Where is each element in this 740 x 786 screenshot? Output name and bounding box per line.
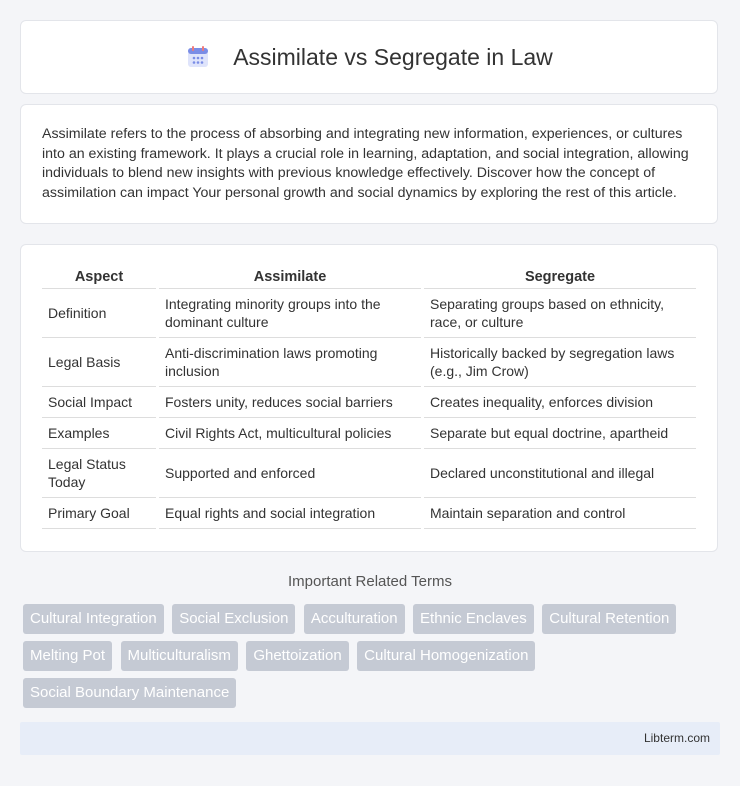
table-cell: Historically backed by segregation laws (e.g., Jim Crow) [424, 338, 696, 387]
table-cell: Declared unconstitutional and illegal [424, 449, 696, 498]
table-cell: Definition [42, 289, 156, 338]
table-row [42, 498, 696, 529]
tag-acculturation[interactable]: Acculturation [304, 604, 405, 634]
table-cell: Legal Basis [42, 338, 156, 387]
table-row [42, 418, 696, 449]
header-aspect: Aspect [42, 265, 156, 289]
table-cell: Supported and enforced [159, 449, 421, 498]
table-cell: Separate but equal doctrine, apartheid [424, 418, 696, 449]
table-cell: Equal rights and social integration [159, 498, 421, 529]
related-terms-title: Important Related Terms [288, 573, 452, 590]
tag-cultural-homogenization[interactable]: Cultural Homogenization [357, 641, 535, 671]
comparison-card [20, 244, 718, 552]
table-row [42, 387, 696, 418]
tag-ghettoization[interactable]: Ghettoization [246, 641, 348, 671]
related-terms-list [23, 604, 723, 715]
tag-melting-pot[interactable]: Melting Pot [23, 641, 112, 671]
table-row [42, 289, 696, 338]
table-row [42, 449, 696, 498]
footer [20, 722, 720, 755]
table-cell: Primary Goal [42, 498, 156, 529]
table-cell: Examples [42, 418, 156, 449]
calendar-icon [185, 44, 211, 70]
header-segregate: Segregate [424, 265, 696, 289]
title-card [20, 20, 718, 94]
header-assimilate: Assimilate [159, 265, 421, 289]
table-cell: Maintain separation and control [424, 498, 696, 529]
tag-social-boundary-maintenance[interactable]: Social Boundary Maintenance [23, 678, 236, 708]
table-row [42, 338, 696, 387]
table-cell: Civil Rights Act, multicultural policies [159, 418, 421, 449]
table-cell: Fosters unity, reduces social barriers [159, 387, 421, 418]
comparison-table [39, 265, 699, 529]
tag-ethnic-enclaves[interactable]: Ethnic Enclaves [413, 604, 534, 634]
page-title: Assimilate vs Segregate in Law [233, 43, 553, 70]
tag-cultural-retention[interactable]: Cultural Retention [542, 604, 676, 634]
intro-card [20, 104, 718, 224]
tag-multiculturalism[interactable]: Multiculturalism [121, 641, 238, 671]
table-cell: Separating groups based on ethnicity, race, or culture [424, 289, 696, 338]
table-cell: Anti-discrimination laws promoting inclusion [159, 338, 421, 387]
table-cell: Social Impact [42, 387, 156, 418]
footer-site-link[interactable]: Libterm.com [643, 731, 710, 745]
tag-cultural-integration[interactable]: Cultural Integration [23, 604, 164, 634]
intro-text: Assimilate refers to the process of absorbing and integrating new information, experiences, or cultures into an existing framework. It plays a crucial role in learning, adaptation, and social integration, allowing individuals to blend new insights with previous knowledge effectively. Discover how the concept of assimilation can impact Your personal growth and social dynamics by exploring the rest of this article. [42, 126, 689, 201]
table-cell: Legal Status Today [42, 449, 156, 498]
table-cell: Creates inequality, enforces division [424, 387, 696, 418]
tag-social-exclusion[interactable]: Social Exclusion [172, 604, 295, 634]
table-cell: Integrating minority groups into the dominant culture [159, 289, 421, 338]
